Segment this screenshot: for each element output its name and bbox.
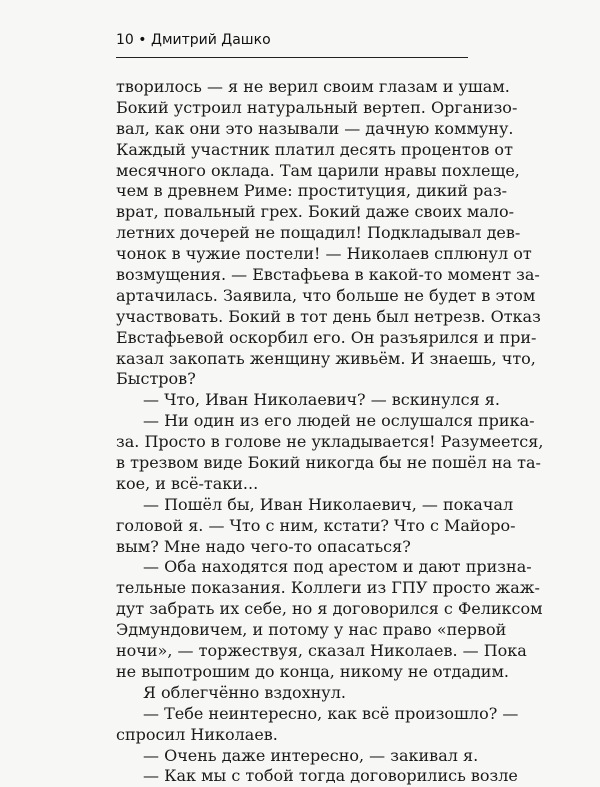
text-line: казал закопать женщину живьём. И знаешь, что, bbox=[116, 348, 536, 368]
page-number: 10 bbox=[116, 32, 134, 48]
text-line: — Тебе неинтересно, как всё произошло? — bbox=[143, 703, 519, 723]
text-line: артачилась. Заявила, что больше не будет в этом bbox=[116, 285, 536, 305]
text-line: не выпотрошим до конца, никому не отдадим. bbox=[116, 661, 509, 681]
text-line: — Как мы с тобой тогда договорились возле bbox=[143, 766, 518, 786]
text-line: месячного оклада. Там царили нравы похлеще, bbox=[116, 160, 520, 180]
author-name: Дмитрий Дашко bbox=[151, 32, 271, 48]
text-line: Каждый участник платил десять процентов от bbox=[116, 139, 513, 159]
text-line: кое, и всё-таки... bbox=[116, 473, 259, 493]
text-line: — Ни один из его людей не ослушался прика- bbox=[143, 411, 535, 431]
text-line: вал, как они это называли — дачную коммуну. bbox=[116, 118, 514, 138]
text-line: за. Просто в голове не укладывается! Разумеется, bbox=[116, 432, 544, 452]
text-line: участвовать. Бокий в тот день был нетрезв. Отказ bbox=[116, 306, 541, 326]
text-line: в трезвом виде Бокий никогда бы не пошёл на та- bbox=[116, 453, 541, 473]
text-line: чонок в чужие постели! — Николаев сплюнул от bbox=[116, 244, 532, 264]
text-line: дут забрать их себе, но я договорился с Феликсом bbox=[116, 599, 543, 619]
text-line: вым? Мне надо чего-то опасаться? bbox=[116, 536, 411, 556]
header-bullet: • bbox=[138, 32, 147, 48]
text-line: — Что, Иван Николаевич? — вскинулся я. bbox=[143, 390, 500, 410]
text-line: Бокий устроил натуральный вертеп. Организо- bbox=[116, 97, 518, 117]
text-line: Быстров? bbox=[116, 369, 196, 389]
running-header bbox=[116, 32, 271, 48]
text-line: — Очень даже интересно, — закивал я. bbox=[143, 745, 479, 765]
text-line: врат, повальный грех. Бокий даже своих мало- bbox=[116, 202, 514, 222]
text-line: головой я. — Что с ним, кстати? Что с Майоро- bbox=[116, 515, 516, 535]
text-line: чем в древнем Риме: проституция, дикий раз- bbox=[116, 181, 508, 201]
text-line: ночи», — торжествуя, сказал Николаев. — Пока bbox=[116, 641, 527, 661]
header-rule bbox=[116, 57, 468, 58]
text-line: летних дочерей не пощадил! Подкладывал дев- bbox=[116, 223, 521, 243]
text-line: — Оба находятся под арестом и дают призна- bbox=[143, 557, 532, 577]
text-line: — Пошёл бы, Иван Николаевич, — покачал bbox=[143, 494, 514, 514]
text-line: спросил Николаев. bbox=[116, 724, 278, 744]
text-line: Эдмундовичем, и потому у нас право «первой bbox=[116, 620, 507, 640]
body-text bbox=[116, 77, 544, 787]
text-line: тельные показания. Коллеги из ГПУ просто жаж- bbox=[116, 578, 540, 598]
text-line: Я облегчённо вздохнул. bbox=[143, 682, 346, 702]
text-line: Евстафьевой оскорбил его. Он разъярился и при- bbox=[116, 327, 537, 347]
text-line: возмущения. — Евстафьева в какой-то момент за- bbox=[116, 265, 540, 285]
text-line: творилось — я не верил своим глазам и ушам. bbox=[116, 77, 510, 96]
